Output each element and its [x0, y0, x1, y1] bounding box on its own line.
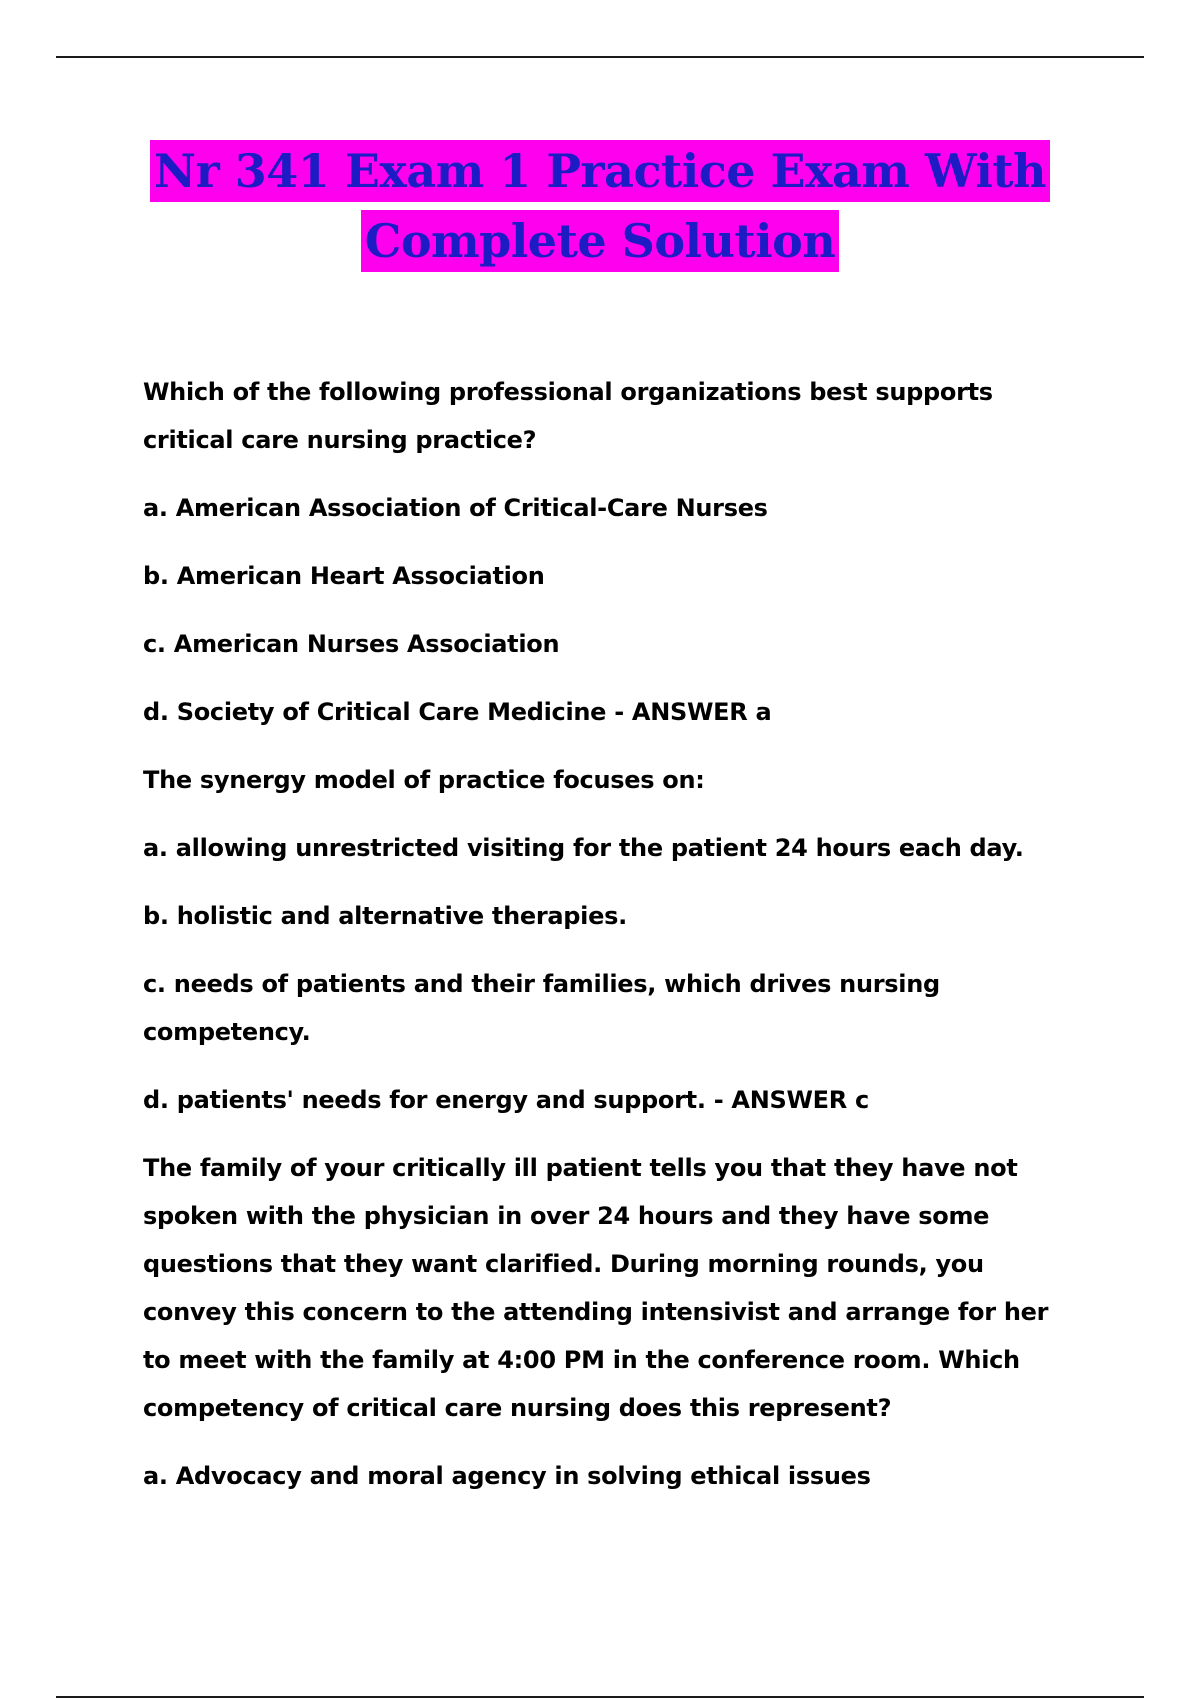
- question-2-option-a: a. allowing unrestricted visiting for the patient 24 hours each day.: [143, 834, 1024, 862]
- question-2-option-b: b. holistic and alternative therapies.: [143, 902, 627, 930]
- document-title: [0, 140, 1200, 280]
- title-line-2: Complete Solution: [361, 210, 840, 272]
- header-rule: [56, 56, 1144, 58]
- question-1-option-c: c. American Nurses Association: [143, 630, 560, 658]
- question-1-option-b: b. American Heart Association: [143, 562, 545, 590]
- question-2-text: The synergy model of practice focuses on:: [143, 766, 705, 794]
- question-3-option-a: a. Advocacy and moral agency in solving ethical issues: [143, 1462, 871, 1490]
- question-1-text: Which of the following professional organizations best supports critical care nursing practice?: [143, 378, 993, 454]
- title-line-1: Nr 341 Exam 1 Practice Exam With: [150, 140, 1050, 202]
- question-1-option-d-answer: d. Society of Critical Care Medicine - ANSWER a: [143, 698, 772, 726]
- document-body: [143, 368, 1083, 1520]
- question-1-option-a: a. American Association of Critical-Care Nurses: [143, 494, 768, 522]
- question-3-text: The family of your critically ill patient tells you that they have not spoken with the physician in over 24 hours and they have some questions that they want clarified. During morning rounds, you convey this concern to the attending intensivist and arrange for her to meet with the family at 4:00 PM in the conference room. Which competency of critical care nursing does this represent?: [143, 1154, 1049, 1422]
- footer-rule: [56, 1696, 1144, 1698]
- question-2-option-c: c. needs of patients and their families, which drives nursing competency.: [143, 970, 940, 1046]
- question-2-option-d-answer: d. patients' needs for energy and support. - ANSWER c: [143, 1086, 869, 1114]
